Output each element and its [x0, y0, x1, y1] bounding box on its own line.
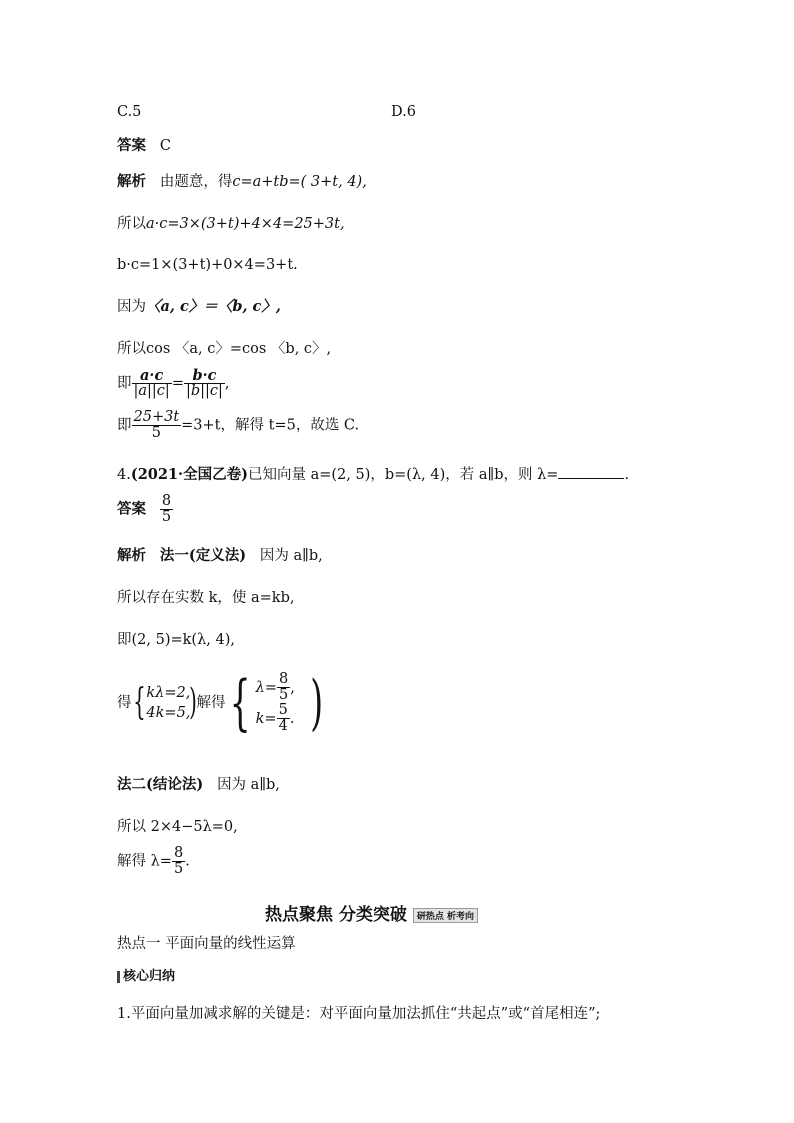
solution-tail: ,: [290, 679, 295, 696]
option-c: C.5: [117, 104, 142, 120]
solution-system: [256, 672, 295, 734]
question-number: 4.: [117, 467, 131, 483]
core-summary-heading: [117, 968, 175, 986]
answer-label: 答案: [117, 137, 146, 154]
solution-2: [255, 702, 295, 734]
q3-analysis-line-1: [117, 173, 367, 191]
line-prefix: 因为: [117, 299, 146, 315]
fraction: [184, 368, 225, 399]
q4-stem: [117, 466, 629, 484]
q4-method-1: [117, 547, 323, 565]
line-tail: .: [185, 853, 190, 870]
line-math: 〈a, c〉＝〈b, c〉,: [146, 298, 281, 315]
q3-analysis-line-4: [117, 298, 281, 316]
q4-method-2: [117, 776, 280, 794]
q3-analysis-line-7: [117, 410, 359, 441]
line-prefix: 即: [117, 417, 132, 434]
q4-method-1-line-2: 所以存在实数 k，使 a=kb,: [117, 590, 295, 606]
line-prefix: 所以: [117, 341, 146, 357]
q4-method-1-line-3: 即(2, 5)=k(λ, 4),: [117, 632, 235, 648]
answer-value: C: [159, 138, 171, 154]
fraction: [132, 410, 182, 441]
method-title: 法二(结论法): [117, 776, 204, 793]
equation-system: [146, 683, 190, 723]
equation-1: kλ=2,: [146, 685, 191, 701]
question-source: (2021·全国乙卷): [130, 466, 248, 483]
q3-analysis-line-3: b·c=1×(3+t)+0×4=3+t.: [117, 257, 298, 273]
solution-tail: .: [289, 710, 295, 727]
answer-fraction: [160, 494, 173, 525]
core-summary-label: 核心归纳: [123, 969, 176, 984]
numerator: 8: [173, 845, 184, 861]
line-prefix: 即: [117, 375, 132, 392]
numerator: 25+3t: [133, 409, 180, 425]
analysis-label: 解析: [117, 547, 146, 564]
solution-1: [255, 671, 295, 703]
answer-label: 答案: [117, 500, 146, 518]
section-title: 热点聚焦 分类突破: [265, 905, 407, 925]
method-text: 因为 a∥b,: [217, 777, 280, 793]
heading-bar: [117, 971, 120, 983]
left-brace: {: [230, 668, 252, 738]
line-math: cos 〈a, c〉=cos 〈b, c〉,: [146, 341, 332, 357]
numerator: a·c: [132, 368, 172, 384]
hotspot-1-title: 热点一 平面向量的线性运算: [117, 936, 296, 952]
q4-method-1-system: [117, 668, 324, 738]
q4-answer: [117, 494, 173, 525]
line-tail: ,: [224, 375, 230, 392]
q3-analysis-line-6: [117, 368, 230, 399]
numerator: 8: [278, 671, 289, 687]
left-brace: {: [132, 682, 146, 723]
line-tail: =3+t，解得 t=5，故选 C.: [181, 417, 360, 434]
fraction: [277, 703, 290, 734]
solution-var: k=: [255, 710, 277, 727]
q3-analysis-line-2: [117, 215, 345, 233]
question-stem: 已知向量 a=(2, 5)，b=(λ, 4)，若 a∥b，则 λ=: [247, 467, 559, 483]
stem-end: .: [624, 467, 630, 483]
denominator: 5: [151, 425, 161, 441]
solution-var: λ=: [255, 679, 277, 696]
right-brace: ): [189, 682, 198, 723]
denominator: 5: [173, 861, 184, 877]
method-text: 因为 a∥b,: [259, 548, 323, 564]
denominator: 4: [278, 718, 288, 734]
core-summary-paragraph-1: 1.平面向量加减求解的关键是：对平面向量加法抓住“共起点”或“首尾相连”;: [117, 1006, 601, 1022]
section-tag: 研热点 析考向: [413, 908, 478, 923]
fraction: [277, 672, 290, 703]
section-heading: [265, 900, 478, 925]
method-title: 法一(定义法): [159, 547, 247, 564]
fraction: [132, 368, 172, 399]
q3-analysis-line-5: [117, 340, 331, 358]
equals: =: [171, 375, 184, 392]
denominator: 5: [161, 509, 172, 525]
answer-blank: [558, 466, 624, 479]
denominator: |b||c|: [185, 383, 223, 399]
line-math: a·c=3×(3+t)+4×4=25+3t,: [146, 216, 345, 232]
line-prefix: 得: [117, 695, 132, 711]
equation-2: 4k=5,: [146, 705, 191, 721]
analysis-math: c=a+tb=( 3+t, 4),: [232, 174, 367, 190]
line-prefix: 所以: [117, 216, 146, 232]
denominator: |a||c|: [133, 383, 170, 399]
numerator: 5: [278, 702, 288, 718]
option-d: D.6: [391, 104, 416, 120]
analysis-text: 由题意，得: [159, 174, 233, 190]
analysis-label: 解析: [117, 173, 146, 190]
line-mid: 解得: [196, 695, 226, 711]
q4-method-2-line-3: [117, 846, 190, 877]
right-brace: ): [310, 668, 323, 738]
fraction: [172, 846, 185, 877]
q3-answer: [117, 137, 171, 155]
numerator: 8: [161, 493, 172, 509]
numerator: b·c: [184, 368, 225, 384]
line-prefix: 解得 λ=: [117, 853, 172, 870]
denominator: 5: [278, 687, 289, 703]
q4-method-2-line-2: 所以 2×4−5λ=0,: [117, 819, 238, 835]
